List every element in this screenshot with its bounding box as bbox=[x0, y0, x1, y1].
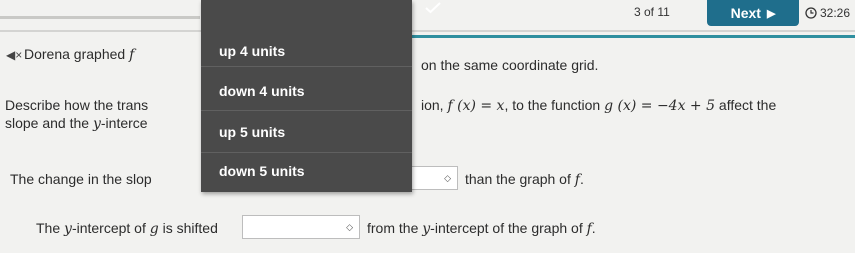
question-text: . bbox=[579, 171, 584, 187]
question-text: affect the bbox=[715, 97, 777, 113]
intercept-dropdown[interactable] bbox=[242, 215, 360, 239]
function-f: f bbox=[586, 221, 592, 237]
question-text: , to the function bbox=[504, 97, 605, 113]
progress-track bbox=[0, 16, 200, 19]
next-button[interactable] bbox=[707, 0, 799, 26]
intercept-sentence-start bbox=[36, 220, 218, 237]
question-line-1 bbox=[24, 46, 134, 63]
question-text: than the graph of bbox=[465, 171, 575, 187]
menu-divider bbox=[201, 110, 412, 111]
menu-divider bbox=[201, 66, 412, 67]
variable-y: y bbox=[422, 221, 431, 237]
slope-sentence-end bbox=[465, 171, 584, 188]
variable-y: y bbox=[64, 221, 72, 237]
speaker-mute-icon[interactable]: ◀× bbox=[6, 48, 23, 62]
check-icon bbox=[425, 2, 441, 14]
question-line-1-end: on the same coordinate grid. bbox=[421, 57, 599, 73]
question-text: slope and the bbox=[5, 115, 93, 131]
question-text: Dorena graphed bbox=[24, 46, 130, 62]
accent-line bbox=[410, 35, 855, 38]
function-f-equation: f (x) = x bbox=[447, 98, 505, 114]
function-g: g bbox=[149, 221, 159, 237]
question-text: -intercept of bbox=[71, 220, 150, 236]
slope-sentence-start: The change in the slop bbox=[10, 171, 152, 187]
header-divider bbox=[0, 30, 855, 32]
question-text: -interce bbox=[100, 115, 148, 131]
question-text: The bbox=[36, 220, 65, 236]
slope-dropdown[interactable] bbox=[410, 166, 458, 190]
clock-icon bbox=[805, 7, 817, 19]
question-text: . bbox=[591, 220, 596, 236]
chevron-updown-icon: ◇ bbox=[346, 221, 353, 232]
dropdown-menu bbox=[201, 0, 412, 192]
question-line-2-end bbox=[421, 97, 776, 114]
menu-option-down-4[interactable]: down 4 units bbox=[219, 83, 305, 99]
page-count: 3 of 11 bbox=[634, 5, 670, 19]
next-button-label: Next bbox=[730, 5, 761, 21]
menu-divider bbox=[201, 152, 412, 153]
intercept-sentence-end bbox=[367, 220, 596, 237]
question-line-2: Describe how the trans bbox=[5, 97, 149, 113]
question-text: -intercept of the graph of bbox=[430, 220, 587, 236]
function-f: f bbox=[574, 172, 580, 188]
function-g-equation: g (x) = −4x + 5 bbox=[604, 98, 716, 114]
variable-y: y bbox=[92, 116, 101, 132]
menu-option-up-5[interactable]: up 5 units bbox=[219, 124, 286, 140]
timer-value: 32:26 bbox=[820, 6, 851, 20]
question-text: is shifted bbox=[158, 220, 218, 236]
question-line-3 bbox=[5, 115, 148, 132]
menu-option-down-5[interactable]: down 5 units bbox=[219, 163, 305, 179]
menu-option-up-4[interactable]: up 4 units bbox=[219, 43, 286, 59]
function-f: f bbox=[129, 47, 135, 63]
timer bbox=[805, 6, 850, 20]
question-text: from the bbox=[367, 220, 423, 236]
play-triangle-icon: ▶ bbox=[766, 7, 776, 20]
question-text: ion, bbox=[421, 97, 448, 113]
chevron-updown-icon: ◇ bbox=[444, 172, 451, 183]
